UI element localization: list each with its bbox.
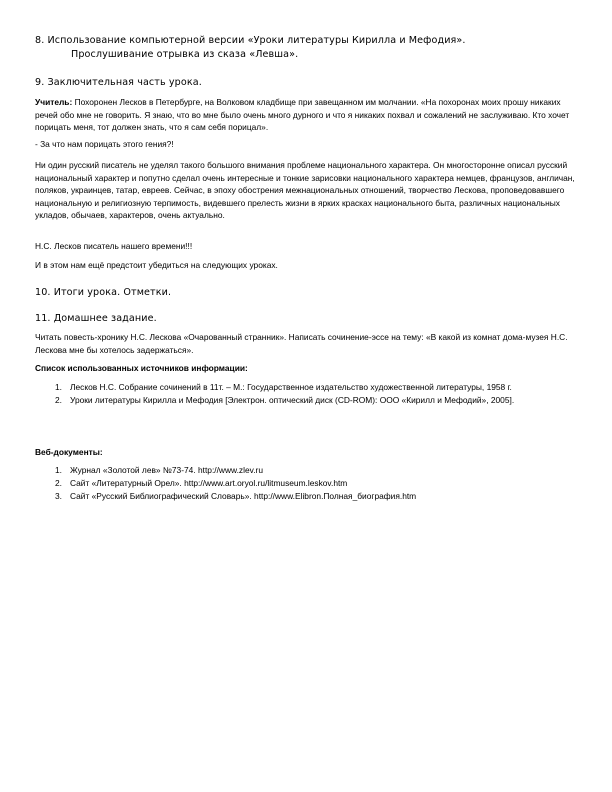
section-8-heading — [35, 34, 595, 62]
web-doc-link[interactable]: Сайт «Русский Библиографический Словарь». http://www.Elibron.Полная_биография.htm — [70, 490, 417, 501]
section-8-line2: Прослушивание отрывка из сказа «Левша». — [71, 49, 299, 60]
web-docs-list — [35, 465, 555, 503]
list-item — [35, 478, 555, 490]
list-item — [35, 382, 555, 394]
list-number: 2. — [55, 477, 62, 488]
sources-title: Список использованных источников информации: — [35, 363, 248, 373]
closing-line: И в этом нам ещё предстоит убедиться на следующих уроках. — [35, 260, 278, 270]
source-text: Уроки литературы Кирилла и Мефодия [Электрон. оптический диск (CD-ROM): ООО «Кирилл и Мефодий», 2005]. — [70, 394, 515, 405]
teacher-text: Похоронен Лесков в Петербурге, на Волковом кладбище при завещанном им молчании. «На похоронах моих прошу никаких речей обо мне не говорить. Я знаю, что во мне было очень много дурного и что я никаких похвал и сожалений не заслуживаю. Кто хочет порицать меня, тот должен знать, что я сам себя порицал». — [35, 97, 570, 133]
teacher-label: Учитель: — [35, 97, 73, 107]
question-line: - За что нам порицать этого гения?! — [35, 139, 174, 149]
homework-text: Читать повесть-хронику Н.С. Лескова «Очарованный странник». Написать сочинение-эссе на тему: «В какой из комнат дома-музея Н.С. Лескова мне бы хотелось задержаться». — [35, 332, 568, 355]
teacher-paragraph — [35, 96, 583, 134]
list-number: 2. — [55, 394, 62, 405]
list-number: 1. — [55, 465, 62, 475]
writer-line: Н.С. Лесков писатель нашего времени!!! — [35, 241, 193, 251]
web-doc-link[interactable]: Сайт «Литературный Орел». http://www.art.oryol.ru/litmuseum.leskov.htm — [70, 477, 348, 488]
national-character-paragraph: Ни один русский писатель не уделял такого большого внимания проблеме национального характера. Он многосторонне описал русский национальный характер и попутно сделал очень интересные и тонкие зарисовки национального характера немцев, французов, англичан, поляков, украинцев, татар, евреев. Сейчас, в эпоху обострения межнациональных отношений, творчество Лескова, проповедовавшего национальную и религиозную терпимость, видевшего прелесть жизни в ярких красках национального быта, различных национальных укладов, обычаев, характеров, очень актуально. — [35, 160, 575, 221]
sources-list — [35, 382, 555, 408]
section-10-heading: 10. Итоги урока. Отметки. — [35, 287, 172, 298]
section-8-line1: 8. Использование компьютерной версии «Уроки литературы Кирилла и Мефодия». — [35, 35, 466, 46]
list-item — [35, 395, 555, 407]
web-docs-title: Веб-документы: — [35, 447, 103, 457]
section-9-heading: 9. Заключительная часть урока. — [35, 77, 202, 88]
section-11-heading: 11. Домашнее задание. — [35, 313, 157, 324]
list-number: 3. — [55, 490, 62, 501]
web-doc-link[interactable]: Журнал «Золотой лев» №73-74. http://www.zlev.ru — [70, 465, 263, 475]
list-number: 1. — [55, 382, 62, 392]
source-text: Лесков Н.С. Собрание сочинений в 11т. – М.: Государственное издательство художественной литературы, 1958 г. — [70, 382, 512, 392]
list-item — [35, 465, 555, 477]
list-item — [35, 491, 555, 503]
